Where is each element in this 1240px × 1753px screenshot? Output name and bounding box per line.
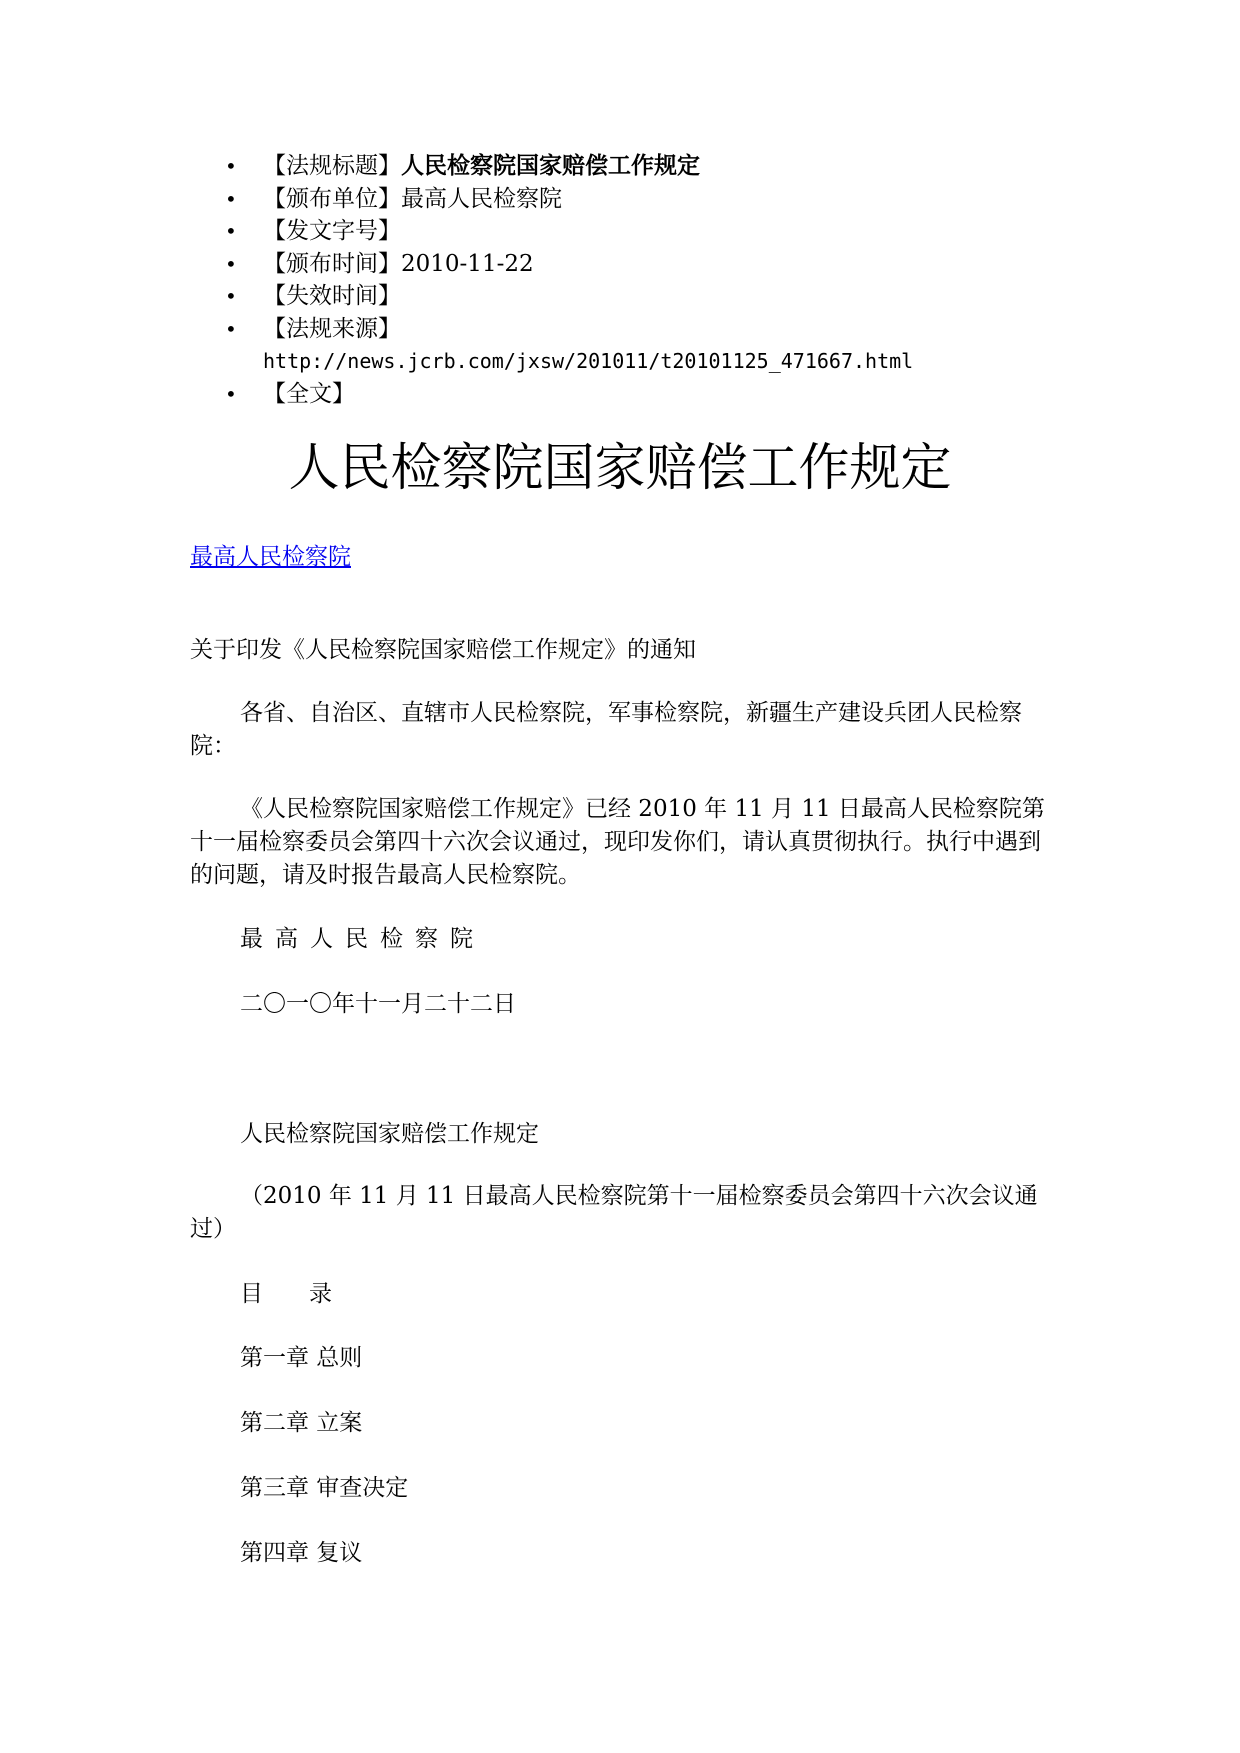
notice-date: 二〇一〇年十一月二十二日 [240,991,516,1017]
bullet-icon: • [225,154,237,178]
meta-date-value: 2010-11-22 [401,250,534,277]
bullet-icon: • [225,316,237,341]
meta-item-title [225,150,913,183]
toc-heading: 目 录 [240,1281,332,1307]
meta-date-label: 【颁布时间】 [263,250,401,277]
meta-issuer-label: 【颁布单位】 [263,185,401,212]
bullet-icon: • [225,251,237,276]
notice-addressees: 各省、自治区、直辖市人民检察院，军事检察院，新疆生产建设兵团人民检察院： [190,700,1022,759]
meta-item-source [225,313,913,378]
metadata-list [225,150,913,410]
document-title: 人民检察院国家赔偿工作规定 [288,439,952,498]
toc-item[interactable]: 第二章 立案 [240,1410,363,1436]
meta-title-label: 【法规标题】 [263,153,401,179]
bullet-icon: • [225,186,237,211]
bullet-icon: • [225,219,237,243]
toc-item[interactable]: 第三章 审查决定 [240,1475,409,1501]
toc-item[interactable]: 第一章 总则 [240,1345,363,1371]
adoption-note: （2010 年 11 月 11 日最高人民检察院第十一届检察委员会第四十六次会议通过） [190,1183,1038,1242]
notice-body: 《人民检察院国家赔偿工作规定》已经 2010 年 11 月 11 日最高人民检察院第十一届检察委员会第四十六次会议通过，现印发你们，请认真贯彻执行。执行中遇到的问题，请及时报告最高人民检察院。 [190,796,1045,888]
issuer-link[interactable]: 最高人民检察院 [190,544,351,570]
notice-heading: 关于印发《人民检察院国家赔偿工作规定》的通知 [190,637,696,663]
meta-source-label: 【法规来源】 [263,315,401,342]
toc-item[interactable]: 第四章 复议 [240,1540,363,1566]
meta-item-fulltext [225,378,913,411]
meta-item-date [225,248,913,281]
bullet-icon: • [225,284,237,308]
meta-issuer-value: 最高人民检察院 [401,185,562,212]
bullet-icon: • [225,381,237,406]
meta-item-issuer [225,183,913,216]
meta-item-doc-no [225,215,913,248]
meta-expiry-label: 【失效时间】 [263,283,401,309]
meta-doc-no-label: 【发文字号】 [263,218,401,244]
notice-signature: 最高人民检察院 [240,926,485,952]
rules-title: 人民检察院国家赔偿工作规定 [240,1121,539,1147]
meta-source-url[interactable]: http://news.jcrb.com/jxsw/201011/t20101125_471667.html [263,349,914,373]
meta-fulltext-label: 【全文】 [263,380,355,407]
meta-item-expiry [225,280,913,313]
meta-title-value: 人民检察院国家赔偿工作规定 [401,152,700,179]
